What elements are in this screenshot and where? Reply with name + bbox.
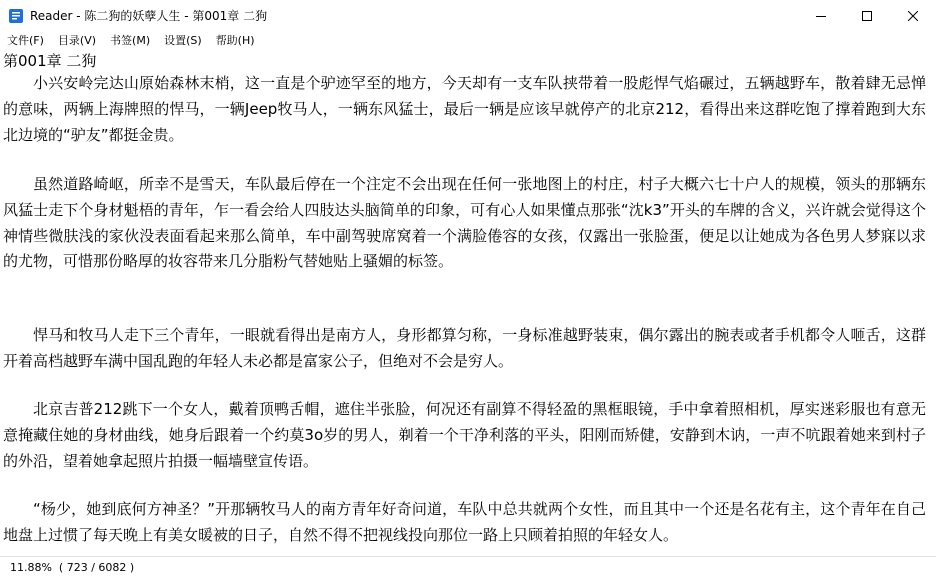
minimize-icon	[816, 11, 826, 21]
paragraph: 北京吉普212跳下一个女人，戴着顶鸭舌帽，遮住半张脸，何况还有副算不得轻盈的黑框眼镜，手中拿着照相机，厚实迷彩服也有意无意掩藏住她的身材曲线，她身后跟着一个约莫3o岁的男人，剃着一个干净利落的平头，阳刚而矫健，安静到木讷，一声不吭跟着她来到村子的外沿，望着她拿起照片拍摄一幅墙壁宣传语。	[3, 400, 926, 470]
close-button[interactable]	[890, 0, 936, 31]
paragraph: 小兴安岭完达山原始森林末梢，这一直是个驴迹罕至的地方，今天却有一支车队挟带着一股彪悍气焰碾过，五辆越野车，散着肆无忌惮的意味，两辆上海牌照的悍马，一辆Jeep牧马人，一辆东风猛士，最后一辆是应该早就停产的北京212，看得出来这群吃饱了撑着跑到大东北边境的“驴友”都挺金贵。	[3, 74, 926, 144]
menu-settings[interactable]: 设置(S)	[164, 34, 202, 47]
reading-progress: 11.88% ( 723 / 6082 )	[10, 561, 135, 574]
close-icon	[908, 11, 918, 21]
chapter-title: 第001章 二狗	[3, 52, 97, 70]
maximize-button[interactable]	[844, 0, 890, 31]
menu-bookmarks[interactable]: 书签(M)	[110, 34, 151, 47]
reading-area[interactable]	[0, 51, 936, 556]
menu-contents[interactable]: 目录(V)	[57, 34, 97, 47]
menu-file[interactable]: 文件(F)	[7, 34, 44, 47]
window-controls	[798, 0, 936, 31]
book-icon	[8, 8, 24, 24]
title-bar[interactable]	[0, 0, 936, 31]
menu-bar	[0, 31, 936, 51]
minimize-button[interactable]	[798, 0, 844, 31]
window-title: Reader - 陈二狗的妖孽人生 - 第001章 二狗	[30, 9, 268, 23]
menu-help[interactable]: 帮助(H)	[215, 34, 255, 47]
paragraph: 虽然道路崎岖，所幸不是雪天，车队最后停在一个注定不会出现在任何一张地图上的村庄，村子大概六七十户人的规模，领头的那辆东风猛士走下个身材魁梧的青年，乍一看会给人四肢达头脑简单的印象，可有心人如果懂点那张“沈k3”开头的车牌的含义，兴许就会觉得这个神情些微肤浅的家伙没表面看起来那么简单，车中副驾驶席窝着一个满脸倦容的女孩，仅露出一张脸蛋，便足以让她成为各色男人梦寐以求的尤物，可惜那份略厚的妆容带来几分脂粉气替她贴上骚媚的标签。	[3, 175, 926, 271]
paragraph: “杨少，她到底何方神圣？”开那辆牧马人的南方青年好奇问道，车队中总共就两个女性，而且其中一个还是名花有主，这个青年在自己地盘上过惯了每天晚上有美女暖被的日子，自然不得不把视线投向那位一路上只顾着拍照的年轻女人。	[3, 500, 926, 544]
maximize-icon	[862, 11, 872, 21]
status-bar	[0, 556, 936, 579]
paragraph: 悍马和牧马人走下三个青年，一眼就看得出是南方人，身形都算匀称，一身标准越野装束，偶尔露出的腕表或者手机都令人咂舌，这群开着高档越野车满中国乱跑的年轻人未必都是富家公子，但绝对不会是穷人。	[3, 326, 926, 370]
